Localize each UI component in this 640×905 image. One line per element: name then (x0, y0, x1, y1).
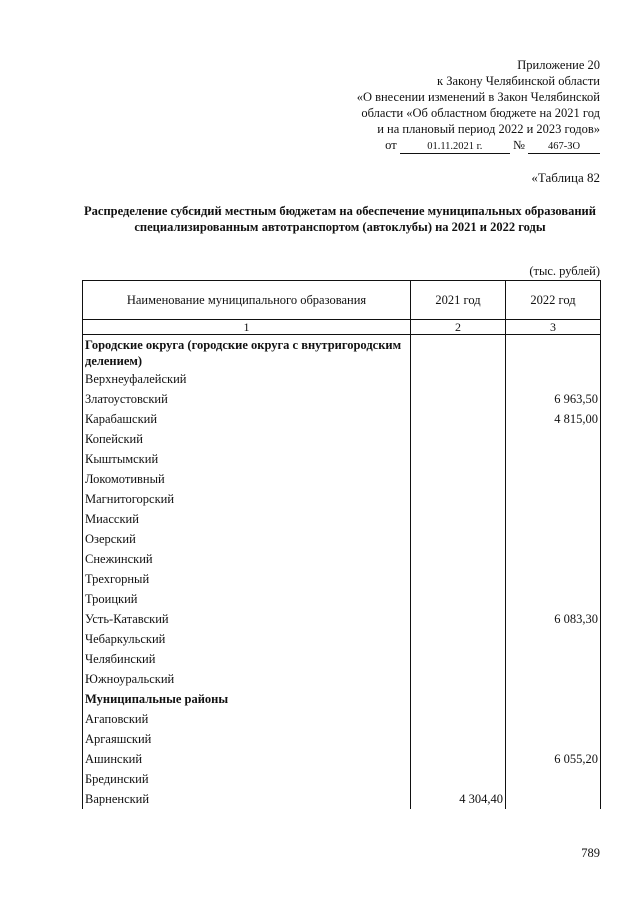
value-2021 (411, 335, 506, 370)
value-2021 (411, 389, 506, 409)
table-row (83, 789, 601, 809)
law-date-number-line (300, 137, 600, 154)
table-row (83, 489, 601, 509)
header-line: и на плановый период 2022 и 2023 годов» (377, 122, 600, 136)
municipality-name: Карабашский (83, 409, 411, 429)
value-2021 (411, 649, 506, 669)
table-header-row (83, 281, 601, 320)
value-2021 (411, 609, 506, 629)
header-line: «О внесении изменений в Закон Челябинской (356, 90, 600, 104)
municipality-name: Усть-Катавский (83, 609, 411, 629)
subsidy-table (82, 280, 601, 809)
table-group-row (83, 335, 601, 370)
value-2022 (505, 549, 600, 569)
value-2022 (505, 649, 600, 669)
value-2021 (411, 509, 506, 529)
table-group-row (83, 689, 601, 709)
table-row (83, 589, 601, 609)
value-2021 (411, 769, 506, 789)
column-header-2022: 2022 год (505, 281, 600, 320)
column-header-2021: 2021 год (411, 281, 506, 320)
header-line: области «Об областном бюджете на 2021 год (361, 106, 600, 120)
value-2022 (505, 729, 600, 749)
municipality-name: Снежинский (83, 549, 411, 569)
municipality-name: Южноуральский (83, 669, 411, 689)
value-2021 (411, 549, 506, 569)
municipality-name: Агаповский (83, 709, 411, 729)
value-2022: 6 083,30 (505, 609, 600, 629)
value-2021 (411, 469, 506, 489)
value-2022 (505, 589, 600, 609)
table-row (83, 669, 601, 689)
value-2021 (411, 729, 506, 749)
table-row (83, 569, 601, 589)
value-2022 (505, 469, 600, 489)
municipality-name: Троицкий (83, 589, 411, 609)
value-2022 (505, 689, 600, 709)
value-2022 (505, 489, 600, 509)
column-number: 2 (411, 320, 506, 335)
law-number: 467-ЗО (528, 141, 600, 154)
value-2021 (411, 749, 506, 769)
value-2021 (411, 569, 506, 589)
value-2022 (505, 789, 600, 809)
value-2022 (505, 449, 600, 469)
table-row (83, 649, 601, 669)
value-2022 (505, 669, 600, 689)
header-line: к Закону Челябинской области (437, 74, 600, 88)
municipality-name: Верхнеуфалейский (83, 369, 411, 389)
value-2021 (411, 449, 506, 469)
table-row (83, 629, 601, 649)
municipality-name: Златоустовский (83, 389, 411, 409)
value-2021 (411, 709, 506, 729)
municipality-name: Ашинский (83, 749, 411, 769)
column-header-name: Наименование муниципального образования (83, 281, 411, 320)
table-row (83, 429, 601, 449)
municipality-name: Брединский (83, 769, 411, 789)
table-row (83, 769, 601, 789)
number-label: № (512, 138, 525, 152)
municipality-name: Муниципальные районы (83, 689, 411, 709)
municipality-name: Локомотивный (83, 469, 411, 489)
value-2022 (505, 529, 600, 549)
page-number: 789 (581, 846, 600, 860)
value-2021 (411, 489, 506, 509)
municipality-name: Чебаркульский (83, 629, 411, 649)
header-line: Приложение 20 (517, 58, 600, 72)
table-row (83, 449, 601, 469)
municipality-name: Миасский (83, 509, 411, 529)
table-row (83, 409, 601, 429)
table-row (83, 729, 601, 749)
document-title: Распределение субсидий местным бюджетам на обеспечение муниципальных образований специализированным автотранспортом (автоклубы) на 2021 и 2022 годы (84, 204, 596, 234)
table-row (83, 549, 601, 569)
municipality-name: Городские округа (городские округа с внутригородским делением) (83, 335, 411, 370)
table-row (83, 609, 601, 629)
from-label: от (385, 138, 397, 152)
value-2022 (505, 629, 600, 649)
value-2021 (411, 409, 506, 429)
value-2022 (505, 509, 600, 529)
table-row (83, 529, 601, 549)
value-2021: 4 304,40 (411, 789, 506, 809)
value-2021 (411, 429, 506, 449)
value-2021 (411, 369, 506, 389)
municipality-name: Магнитогорский (83, 489, 411, 509)
value-2021 (411, 589, 506, 609)
value-2022 (505, 569, 600, 589)
table-row (83, 369, 601, 389)
table-row (83, 749, 601, 769)
municipality-name: Аргаяшский (83, 729, 411, 749)
value-2022 (505, 709, 600, 729)
municipality-name: Кыштымский (83, 449, 411, 469)
value-2022 (505, 769, 600, 789)
table-row (83, 469, 601, 489)
table-row (83, 389, 601, 409)
column-number: 3 (505, 320, 600, 335)
value-2022: 6 055,20 (505, 749, 600, 769)
value-2021 (411, 669, 506, 689)
column-number-row (83, 320, 601, 335)
value-2022 (505, 335, 600, 370)
municipality-name: Копейский (83, 429, 411, 449)
value-2022: 6 963,50 (505, 389, 600, 409)
value-2021 (411, 529, 506, 549)
value-2022 (505, 369, 600, 389)
value-2022: 4 815,00 (505, 409, 600, 429)
column-number: 1 (83, 320, 411, 335)
table-row (83, 709, 601, 729)
municipality-name: Варненский (83, 789, 411, 809)
units-label: (тыс. рублей) (529, 264, 600, 278)
law-date: 01.11.2021 г. (400, 141, 510, 154)
law-annex-header (300, 57, 600, 154)
table-row (83, 509, 601, 529)
table-number: «Таблица 82 (531, 170, 600, 185)
municipality-name: Озерский (83, 529, 411, 549)
municipality-name: Челябинский (83, 649, 411, 669)
value-2021 (411, 689, 506, 709)
value-2021 (411, 629, 506, 649)
value-2022 (505, 429, 600, 449)
municipality-name: Трехгорный (83, 569, 411, 589)
